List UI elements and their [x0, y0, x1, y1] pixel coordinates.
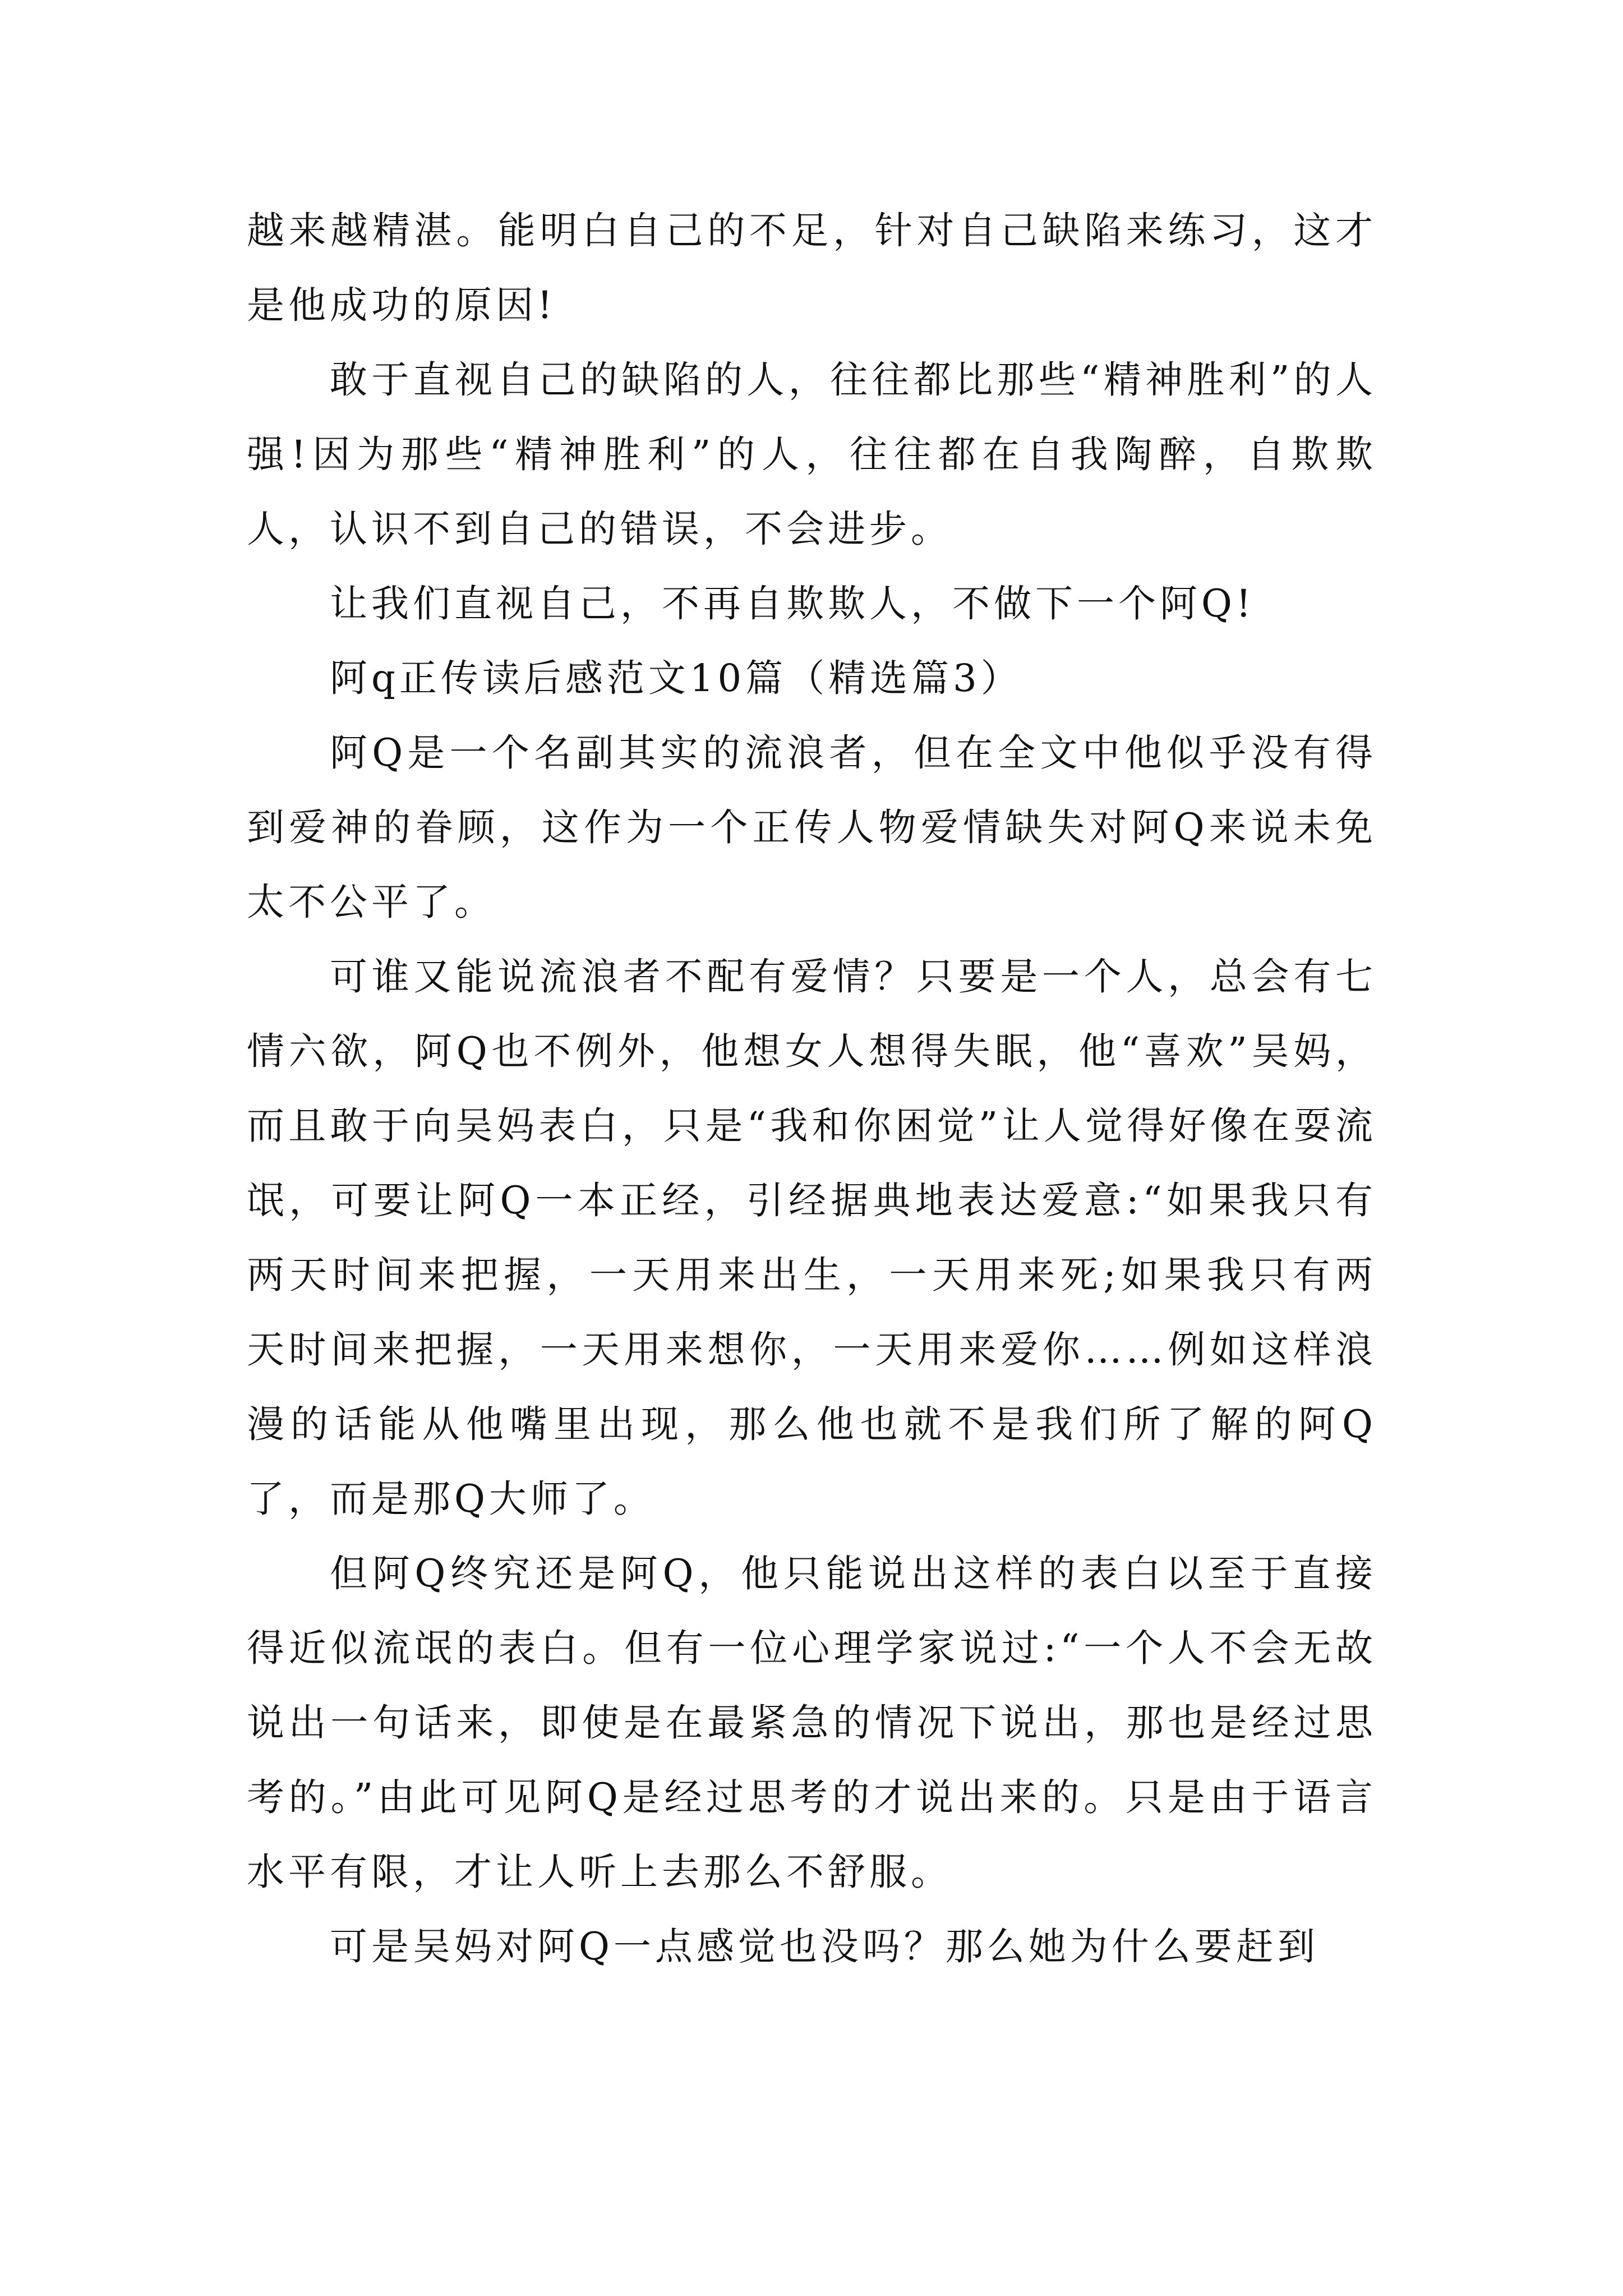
paragraph: 可是吴妈对阿Q一点感觉也没吗？那么她为什么要赶到 — [330, 1925, 1319, 1968]
section-heading: 阿q正传读后感范文10篇（精选篇3） — [330, 656, 1022, 700]
paragraph: 但阿Q终究还是阿Q，他只能说出这样的表白以至于直接得近似流氓的表白。但有一位心理学家说过:“一个人不会无故说出一句话来，即使是在最紧急的情况下说出，那也是经过思考的。”由此可见阿Q是经过思考的才说出来的。只是由于语言水平有限，才让人听上去那么不舒服。 — [247, 1552, 1377, 1894]
paragraph: 可谁又能说流浪者不配有爱情？只要是一个人，总会有七情六欲，阿Q也不例外，他想女人想得失眠，他“喜欢”吴妈，而且敢于向吴妈表白，只是“我和你困觉”让人觉得好像在耍流氓，可要让阿Q一本正经，引经据典地表达爱意:“如果我只有两天时间来把握，一天用来出生，一天用来死;如果我只有两天时间来把握，一天用来想你，一天用来爱你……例如这样浪漫的话能从他嘴里出现，那么他也就不是我们所了解的阿Q了，而是那Q大师了。 — [247, 955, 1377, 1521]
paragraph-continuation: 越来越精湛。能明白自己的不足，针对自己缺陷来练习，这才是他成功的原因! — [247, 209, 1377, 327]
paragraph: 阿Q是一个名副其实的流浪者，但在全文中他似乎没有得到爱神的眷顾，这作为一个正传人物爱情缺失对阿Q来说未免太不公平了。 — [247, 731, 1377, 924]
paragraph: 敢于直视自己的缺陷的人，往往都比那些“精神胜利”的人强!因为那些“精神胜利”的人，往往都在自我陶醉，自欺欺人，认识不到自己的错误，不会进步。 — [247, 358, 1377, 551]
document-body — [247, 194, 1377, 1984]
paragraph: 让我们直视自己，不再自欺欺人，不做下一个阿Q! — [330, 582, 1255, 625]
